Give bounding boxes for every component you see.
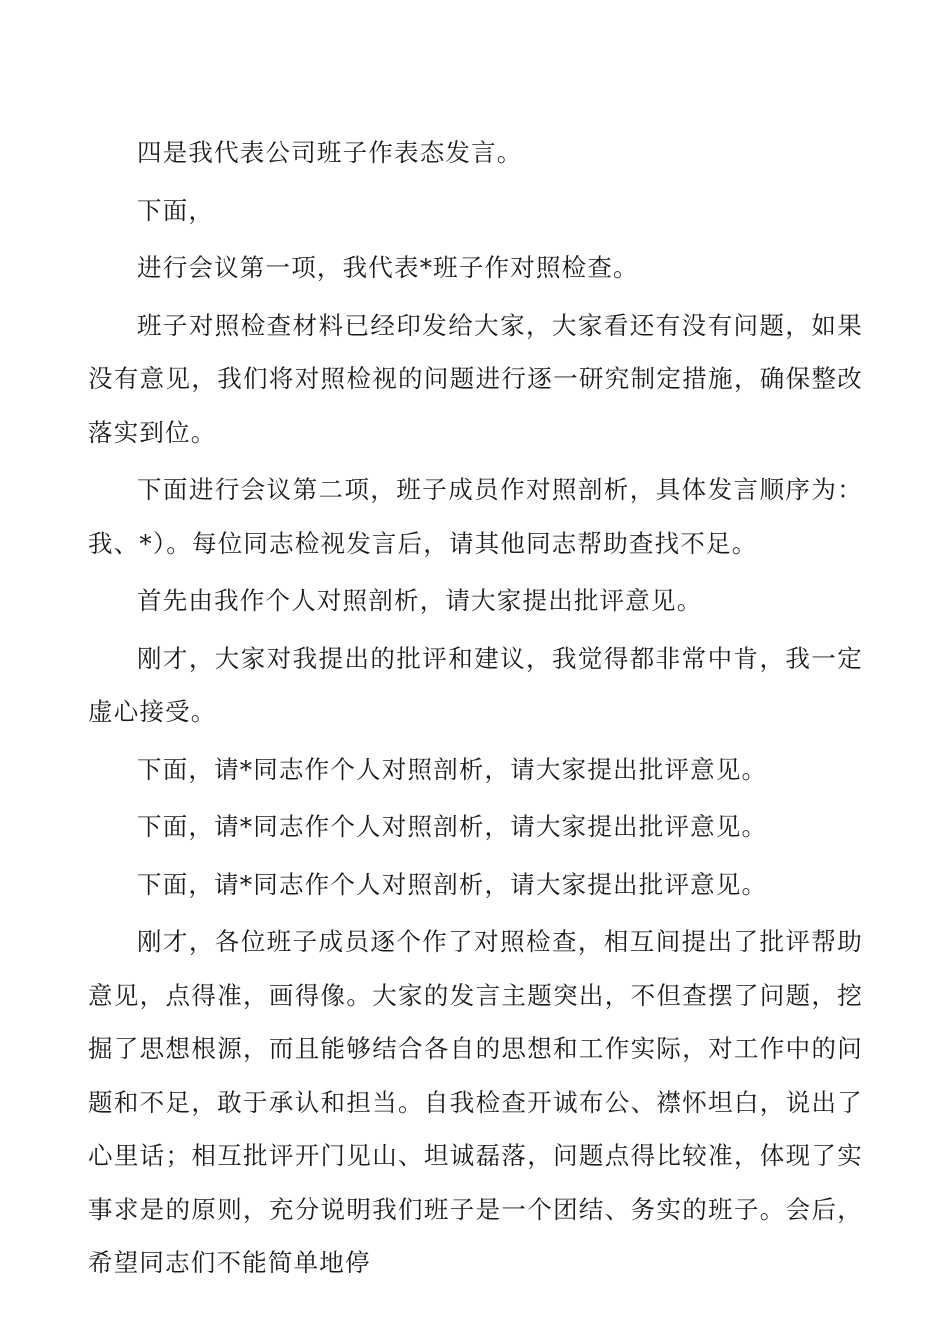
paragraph-7: 刚才，大家对我提出的批评和建议，我觉得都非常中肯，我一定虚心接受。 bbox=[88, 643, 863, 726]
paragraph-10: 下面，请*同志作个人对照剖析，请大家提出批评意见。 bbox=[137, 869, 768, 899]
paragraph-5: 下面进行会议第二项，班子成员作对照剖析，具体发言顺序为：我、*）。每位同志检视发言后，请其他同志帮助查找不足。 bbox=[88, 475, 863, 558]
paragraph-9: 下面，请*同志作个人对照剖析，请大家提出批评意见。 bbox=[137, 812, 768, 841]
paragraph-3: 进行会议第一项，我代表*班子作对照检查。 bbox=[137, 253, 639, 282]
paragraph-11: 刚才，各位班子成员逐个作了对照检查，相互间提出了批评帮助意见，点得准，画得像。大家的发言主题突出，不但查摆了问题，挖掘了思想根源，而且能够结合各自的思想和工作实际，对工作中的问题和不足，敢于承认和担当。自我检查开诚布公、襟怀坦白，说出了心里话；相互批评开门见山、坦诚磊落，问题点得比较准，体现了实事求是的原则，充分说明我们班子是一个团结、务实的班子。会后，希望同志们不能简单地停 bbox=[88, 927, 863, 1277]
paragraph-6: 首先由我作个人对照剖析，请大家提出批评意见。 bbox=[137, 586, 703, 615]
paragraph-8: 下面，请*同志作个人对照剖析，请大家提出批评意见。 bbox=[137, 754, 768, 784]
paragraph-2: 下面， bbox=[137, 195, 215, 225]
paragraph-4: 班子对照检查材料已经印发给大家，大家看还有没有问题，如果没有意见，我们将对照检视的问题进行逐一研究制定措施，确保整改落实到位。 bbox=[88, 310, 863, 447]
paragraph-1: 四是我代表公司班子作表态发言。 bbox=[137, 138, 523, 167]
document-body bbox=[88, 126, 863, 1290]
